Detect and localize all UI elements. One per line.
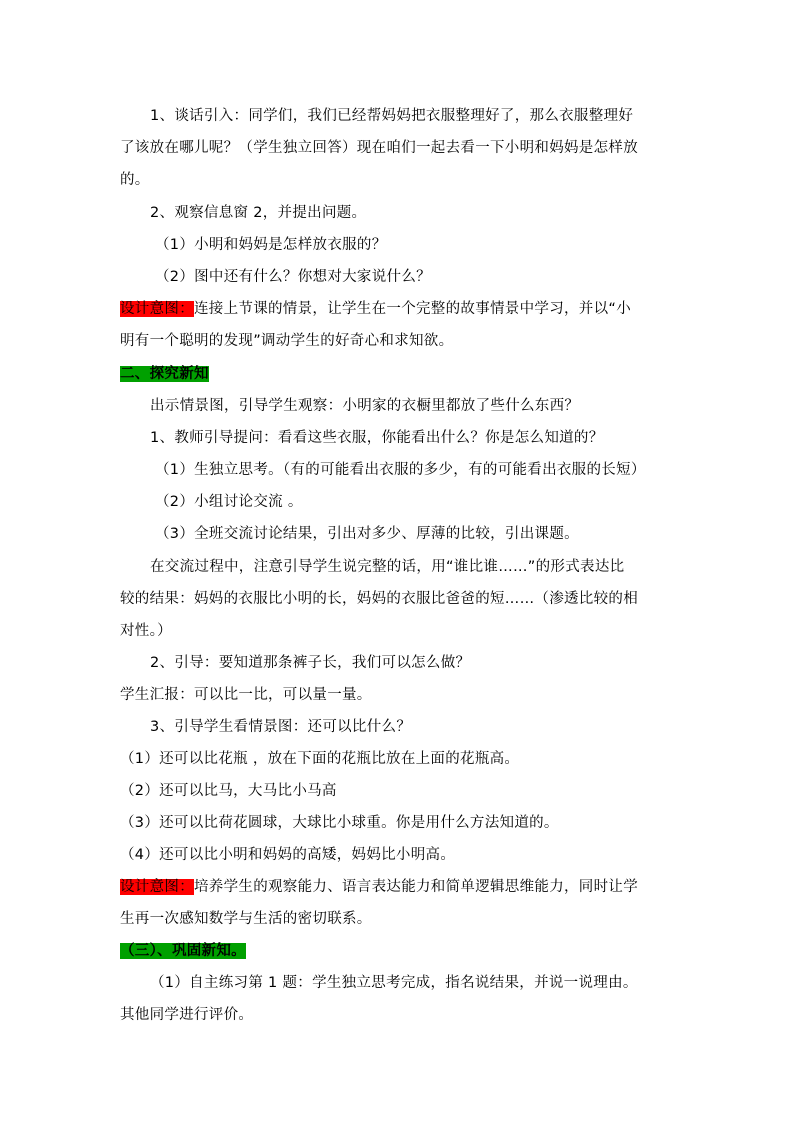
design-intent-2 [120,877,638,897]
explore-para-1: 出示情景图，引导学生观察：小明家的衣橱里都放了些什么东西？ [150,398,580,414]
section-heading-consolidate [120,941,246,961]
design-intent-text-2: 培养学生的观察能力、语言表达能力和简单逻辑思维能力，同时让学 [194,879,638,895]
intro-line-4: 2、观察信息窗 2，并提出问题。 [150,205,367,221]
design-intent-label: 设计意图： [120,301,194,317]
design-intent-text: 连接上节课的情景，让学生在一个完整的故事情景中学习，并以“小 [194,301,632,317]
design-intent-2-line-2: 生再一次感知数学与生活的密切联系。 [120,911,372,927]
intro-line-2: 了该放在哪儿呢？（学生独立回答）现在咱们一起去看一下小明和妈妈是怎样放 [120,140,638,156]
explore-step-1: （1）生独立思考。（有的可能看出衣服的多少，有的可能看出衣服的长短） [155,462,646,478]
compare-item-4: （4）还可以比小明和妈妈的高矮，妈妈比小明高。 [120,847,456,863]
compare-item-1: （1）还可以比花瓶 ，放在下面的花瓶比放在上面的花瓶高。 [120,751,520,767]
compare-item-3: （3）还可以比荷花圆球，大球比小球重。你是用什么方法知道的。 [120,815,559,831]
explore-para-3-line-2: 较的结果：妈妈的衣服比小明的长，妈妈的衣服比爸爸的短……（渗透比较的相 [120,591,638,607]
intro-line-1: 1、谈话引入：同学们，我们已经帮妈妈把衣服整理好了，那么衣服整理好 [150,108,634,124]
section-heading-label-3: （三）、巩固新知。 [120,943,246,959]
consolidate-line-2: 其他同学进行评价。 [120,1007,254,1023]
explore-para-2: 1、教师引导提问：看看这些衣服，你能看出什么？你是怎么知道的？ [150,430,604,446]
explore-para-3-line-3: 对性。） [120,623,172,639]
question-2: （2）图中还有什么？你想对大家说什么？ [155,269,431,285]
explore-step-2: （2）小组讨论交流 。 [155,494,303,510]
explore-para-6: 3、引导学生看情景图：还可以比什么？ [150,719,412,735]
consolidate-line-1: （1）自主练习第 1 题：学生独立思考完成，指名说结果，并说一说理由。 [150,975,638,991]
section-heading-explore [120,364,209,384]
design-intent-1 [120,299,631,319]
explore-step-3: （3）全班交流讨论结果，引出对多少、厚薄的比较，引出课题。 [155,526,579,542]
explore-para-3-line-1: 在交流过程中，注意引导学生说完整的话，用“谁比谁……”的形式表达比 [150,559,625,575]
explore-para-5: 学生汇报：可以比一比，可以量一量。 [120,687,372,703]
question-1: （1）小明和妈妈是怎样放衣服的？ [155,237,387,253]
intro-line-3: 的。 [120,172,150,188]
explore-para-4: 2、引导：要知道那条裤子长，我们可以怎么做？ [150,655,471,671]
section-heading-label: 二、探究新知 [120,366,209,382]
design-intent-1-line-2: 明有一个聪明的发现”调动学生的好奇心和求知欲。 [120,333,454,349]
design-intent-label-2: 设计意图： [120,879,194,895]
compare-item-2: （2）还可以比马，大马比小马高 [120,783,337,799]
